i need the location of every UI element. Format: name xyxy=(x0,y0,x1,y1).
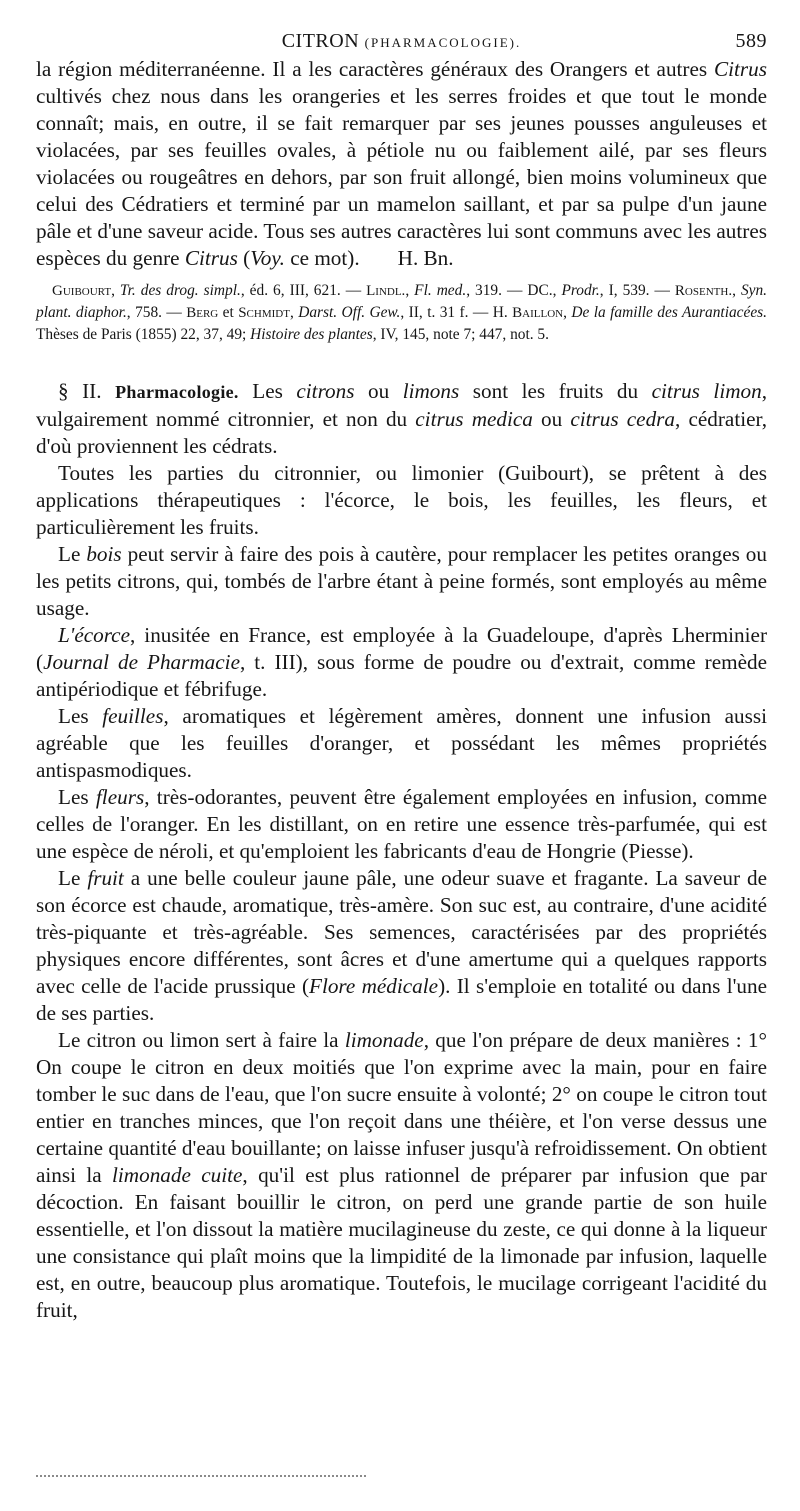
work-title: De la famille des Aurantiacées. xyxy=(571,304,768,321)
section-mark: § II. xyxy=(58,379,102,403)
text-run: Les xyxy=(238,379,297,403)
text-run: , 758. — xyxy=(126,304,187,321)
text-run: , II, t. 31 f. — H. xyxy=(400,304,513,321)
text-run: , xyxy=(289,304,299,321)
work-title: Prodr. xyxy=(561,282,600,299)
page-number: 589 xyxy=(735,30,767,52)
work-title: Syn. plant. diaphor. xyxy=(36,282,768,321)
text-run: Les xyxy=(58,704,103,728)
paragraph-bois xyxy=(36,541,767,622)
text-run: ou xyxy=(354,379,403,403)
text-run: et xyxy=(218,304,239,321)
text-run: ). Il s'emploie en totalité ou dans l'une de ses parties. xyxy=(36,974,767,1025)
text-run: , très-odorantes, peuvent être également employées en infusion, comme celles de l'oranger. En les distillant, on en retire une essence très-parfumée, qui est une espèce de néroli, et qu'emploient les fabricants d'eau de Hongrie (Piesse). xyxy=(36,785,767,863)
italic-run: feuilles xyxy=(102,704,164,728)
text-run: ou xyxy=(532,407,571,431)
text-run: cultivés chez nous dans les orangeries et les serres froides et que tout le monde connaît; mais, en outre, il se fait remarquer par ses jeunes pousses anguleuses et violacées, par ses feuilles ovales, à pétiole nu ou faiblement ailé, par ses fleurs violacées ou rougeâtres en dehors, par son fruit allongé, bien moins volumineux que celui des Cédratiers et terminé par un mamelon saillant, et par sa pulpe d'un jaune pâle et d'une saveur acide. Tous ses autres caractères lui sont communs avec les autres espèces du genre xyxy=(36,84,767,270)
italic-run: citrus cedra xyxy=(570,407,676,431)
italic-run: bois xyxy=(86,542,122,566)
italic-run: Citrus xyxy=(714,57,767,81)
text-run: ce mot). xyxy=(284,246,360,270)
italic-run: fruit xyxy=(87,866,124,890)
text-run: sont les fruits du xyxy=(459,379,652,403)
running-header xyxy=(36,26,767,56)
text-run: , cédratier, d'où proviennent les cédrats. xyxy=(36,407,767,458)
italic-run: limonade cuite xyxy=(112,1163,243,1187)
italic-run: citrons xyxy=(296,379,355,403)
bibliography-references xyxy=(36,280,767,345)
paragraph-feuilles xyxy=(36,703,767,784)
italic-run: fleurs xyxy=(95,785,145,809)
text-run: , vulgairement nommé citronnier, et non du xyxy=(36,379,767,431)
text-run: , qu'il est plus rationnel de préparer par infusion que par décoction. En faisant bouillir le citron, on perd une grande partie de son huile essentielle, et l'on dissout la matière mucilagineuse du zeste, ce qui donne à la liqueur une consistance qui plaît moins que la limpidité de la limonade par infusion, laquelle est, en outre, beaucoup plus aromatique. Toutefois, le mucilage corrigeant l'acidité du fruit, xyxy=(36,1163,767,1322)
text-run: Le xyxy=(58,866,88,890)
text-run: peut servir à faire des pois à cautère, pour remplacer les petites oranges ou les petits citrons, qui, tombés de l'arbre étant à peine formés, sont employés au même usage. xyxy=(36,542,767,620)
text-run: , t. III), sous forme de poudre ou d'extrait, comme remède antipériodique et fébrifuge. xyxy=(36,650,767,701)
paragraph-limonade xyxy=(36,1027,767,1324)
text-run: , xyxy=(111,282,120,299)
text-run: , xyxy=(405,282,415,299)
text-run: , I, 539. — xyxy=(599,282,675,299)
text-run: Les xyxy=(58,785,96,809)
italic-run: L'écorce xyxy=(58,623,130,647)
text-run: , xyxy=(732,282,741,299)
section-spacer xyxy=(36,345,767,378)
text-run: , IV, 145, note 7; 447, not. 5. xyxy=(372,326,549,343)
italic-run: Journal de Pharmacie xyxy=(43,650,240,674)
text-run: ( xyxy=(237,246,251,270)
text-run: , éd. 6, III, 621. — xyxy=(240,282,367,299)
text-run: Le citron ou limon sert à faire la xyxy=(58,1028,345,1052)
work-title: Darst. Off. Gew. xyxy=(298,304,401,321)
italic-run: Flore médicale xyxy=(309,974,439,998)
italic-run: Voy. xyxy=(250,246,285,270)
italic-run: Citrus xyxy=(184,246,238,270)
text-run: , aromatiques et légèrement amères, donnent une infusion aussi agréable que les feuilles d'oranger, et possédant les mêmes propriétés antispasmodiques. xyxy=(36,704,768,782)
text-run: la région méditerranéenne. Il a les caractères généraux des Orangers et autres xyxy=(36,57,714,81)
italic-run: citrus limon xyxy=(651,379,762,403)
section-title: Pharmacologie. xyxy=(115,382,239,402)
section-heading-paragraph xyxy=(36,378,767,460)
paragraph-fleurs xyxy=(36,784,767,865)
text-run: , que l'on prépare de deux manières : 1° On coupe le citron en deux moitiés que l'on exprime avec la main, pour en faire tomber le suc dans de l'eau, que l'on sucre ensuite à volonté; 2° on coupe le citron tout entier en tranches minces, que l'on reçoit dans une théière, et l'on verse dessus une certaine quantité d'eau bouillante; on laisse infuser jusqu'à refroidissement. On obtient ainsi la xyxy=(36,1028,767,1187)
work-title: Tr. des drog. simpl. xyxy=(119,282,241,299)
author-name: Baillon xyxy=(512,305,564,321)
text-run: , inusitée en France, est employée à la Guadeloupe, d'après Lherminier ( xyxy=(36,623,767,674)
italic-run: limons xyxy=(402,379,460,403)
book-page xyxy=(36,26,767,1324)
text-run: , 319. — DC., xyxy=(466,282,562,299)
italic-run: citrus medica xyxy=(415,407,533,431)
running-section: (PHARMACOLOGIE). xyxy=(364,35,522,50)
text-run: a une belle couleur jaune pâle, une odeur suave et fragante. La saveur de son écorce est chaude, aromatique, très-amère. Son suc est, au contraire, d'une acidité très-piquante et très-agréable. Ses semences, caractérisées par des propriétés physiques encore différentes, sont âcres et d'une amertume qui a quelques rapports avec celle de l'acide prussique ( xyxy=(36,866,767,998)
botany-paragraph xyxy=(36,56,767,272)
footer-dotted-rule xyxy=(36,1475,366,1477)
author-name: Rosenth. xyxy=(674,283,733,299)
work-title: Histoire des plantes xyxy=(250,326,373,343)
text-run: Thèses de Paris (1855) 22, 37, 49; xyxy=(36,326,251,343)
running-title: CITRON xyxy=(281,30,360,52)
author-name: Guibourt xyxy=(52,283,112,299)
work-title: Fl. med. xyxy=(414,282,467,299)
author-name: Schmidt xyxy=(238,305,290,321)
italic-run: limonade xyxy=(344,1028,424,1052)
author-name: Lindl. xyxy=(366,283,406,299)
text-run: Le xyxy=(58,542,87,566)
paragraph-fruit xyxy=(36,865,767,1027)
paragraph-parts: Toutes les parties du citronnier, ou limonier (Guibourt), se prêtent à des applications thérapeutiques : l'écorce, le bois, les feuilles, les fleurs, et particulièrement les fruits. xyxy=(36,461,767,539)
author-signature: H. Bn. xyxy=(397,246,454,270)
author-name: Berg xyxy=(186,305,219,321)
paragraph-ecorce xyxy=(36,622,767,703)
text-run: , xyxy=(563,304,572,321)
